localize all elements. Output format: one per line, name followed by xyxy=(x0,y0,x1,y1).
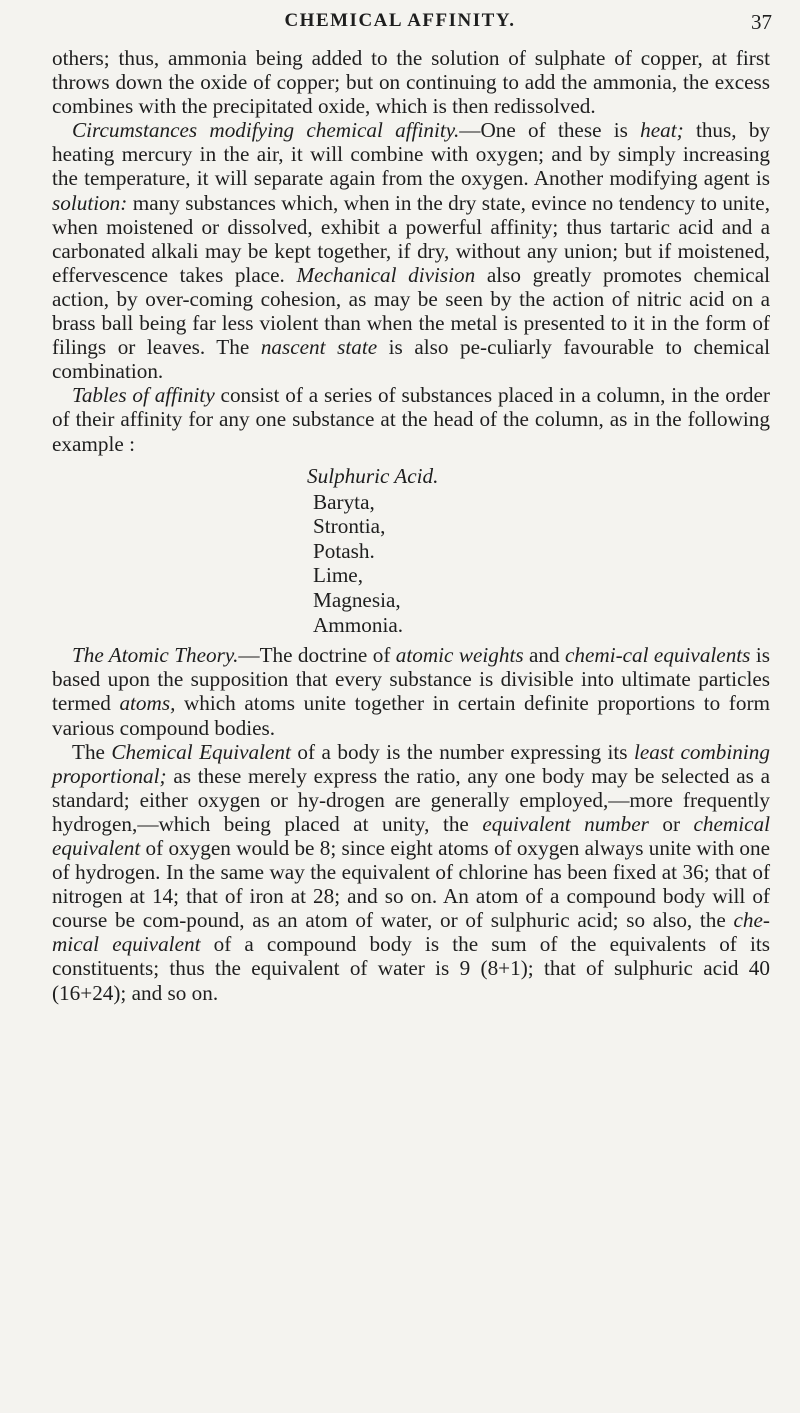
emphasis-chemical-equivalent: Chemical Equivalent xyxy=(111,739,291,764)
emphasis-heat: heat; xyxy=(640,118,684,143)
paragraph-ammonia-copper xyxy=(52,46,770,118)
emphasis-atoms: atoms, xyxy=(119,691,176,716)
section-heading-circumstances: Circumstances modifying chemical affinity. xyxy=(72,118,460,143)
text-run: of a body is the number expressing its xyxy=(290,739,635,764)
emphasis-chemical-equivalent-3: che-mical equivalent xyxy=(52,908,770,957)
affinity-table xyxy=(52,464,770,638)
emphasis-least-combining: least combining proportional; xyxy=(52,739,770,788)
text-run: or xyxy=(648,811,694,836)
text-run: of a compound body is the sum of the equivalents of its constituents; thus the equivalent of water is 9 (8+1); that of sulphuric acid 40 (16+24); and so on. xyxy=(52,932,771,1005)
text-run: —The doctrine of xyxy=(238,643,396,668)
text-run: is also pe-culiarly favourable to chemical combination. xyxy=(52,335,770,384)
body-text xyxy=(52,46,770,1005)
emphasis-chemical-equivalents: chemi-cal equivalents xyxy=(565,643,751,668)
affinity-table-list xyxy=(307,490,770,638)
text-run: thus, by heating mercury in the air, it will combine with oxygen; and by simply increasing the temperature, it will separate again from the oxygen. Another modifying agent is xyxy=(52,118,771,191)
text-run: The xyxy=(72,739,112,764)
section-heading-atomic-theory: The Atomic Theory. xyxy=(72,643,239,668)
affinity-table-head: Sulphuric Acid. xyxy=(307,463,439,488)
section-heading-tables: Tables of affinity xyxy=(72,383,215,408)
emphasis-nascent-state: nascent state xyxy=(260,335,378,360)
affinity-table-item: Baryta, xyxy=(313,489,375,514)
text-run: which atoms unite together in certain definite proportions to form various compound bodies. xyxy=(52,691,770,740)
paragraph-atomic-theory xyxy=(52,643,770,739)
affinity-table-item: Strontia, xyxy=(313,514,386,539)
text-run: and xyxy=(523,643,565,668)
text-run: is based upon the supposition that every substance is divisible into ultimate particles termed xyxy=(52,643,770,716)
text-run: of oxygen would be 8; since eight atoms of oxygen always unite with one of hydrogen. In the same way the equivalent of chlorine has been fixed at 36; that of nitrogen at 14; that of iron at 28; and so on. An atom of a compound body will of course be com-pound, as an atom of water, or of sulphuric acid; so also, the xyxy=(52,836,770,933)
running-title: CHEMICAL AFFINITY. xyxy=(284,10,516,31)
emphasis-mechanical-division: Mechanical division xyxy=(296,262,476,287)
paragraph-modifying-affinity xyxy=(52,118,770,383)
paragraph-chemical-equivalent xyxy=(52,740,770,1005)
emphasis-chemical-equivalent-2: chemical equivalent xyxy=(52,811,771,860)
page-header xyxy=(0,10,800,40)
page-number: 37 xyxy=(751,10,772,34)
affinity-table-item: Lime, xyxy=(313,563,364,588)
affinity-table-item: Magnesia, xyxy=(313,588,401,613)
text-run: consist of a series of substances placed in a column, in the order of their affinity for any one substance at the head of the column, as in the following example : xyxy=(52,383,770,456)
text-run: —One of these is xyxy=(459,118,641,143)
emphasis-atomic-weights: atomic weights xyxy=(395,643,524,668)
affinity-table-item: Potash. xyxy=(313,538,375,563)
paragraph-tables-of-affinity xyxy=(52,383,770,455)
affinity-table-item: Ammonia. xyxy=(313,612,404,637)
paragraph-text: others; thus, ammonia being added to the solution of sulphate of copper, at first throws down the oxide of copper; but on continuing to add the ammonia, the excess combines with the precipitated oxide, which is then redissolved. xyxy=(52,46,770,119)
text-run: many substances which, when in the dry state, evince no tendency to unite, when moistened or dissolved, exhibit a powerful affinity; thus tartaric acid and a carbonated alkali may be kept together, if dry, without any union; but if moistened, effervescence takes place. xyxy=(52,190,770,287)
text-run: as these merely express the ratio, any one body may be selected as a standard; either oxygen or hy-drogen are generally employed,—more frequently hydrogen,—which being placed at unity, the xyxy=(52,763,770,836)
text-run: also greatly promotes chemical action, by over-coming cohesion, as may be seen by the action of nitric acid on a brass ball being far less violent than when the metal is presented to it in the form of filings or leaves. The xyxy=(52,262,770,360)
emphasis-solution: solution: xyxy=(52,190,128,215)
emphasis-equivalent-number: equivalent number xyxy=(482,811,649,836)
